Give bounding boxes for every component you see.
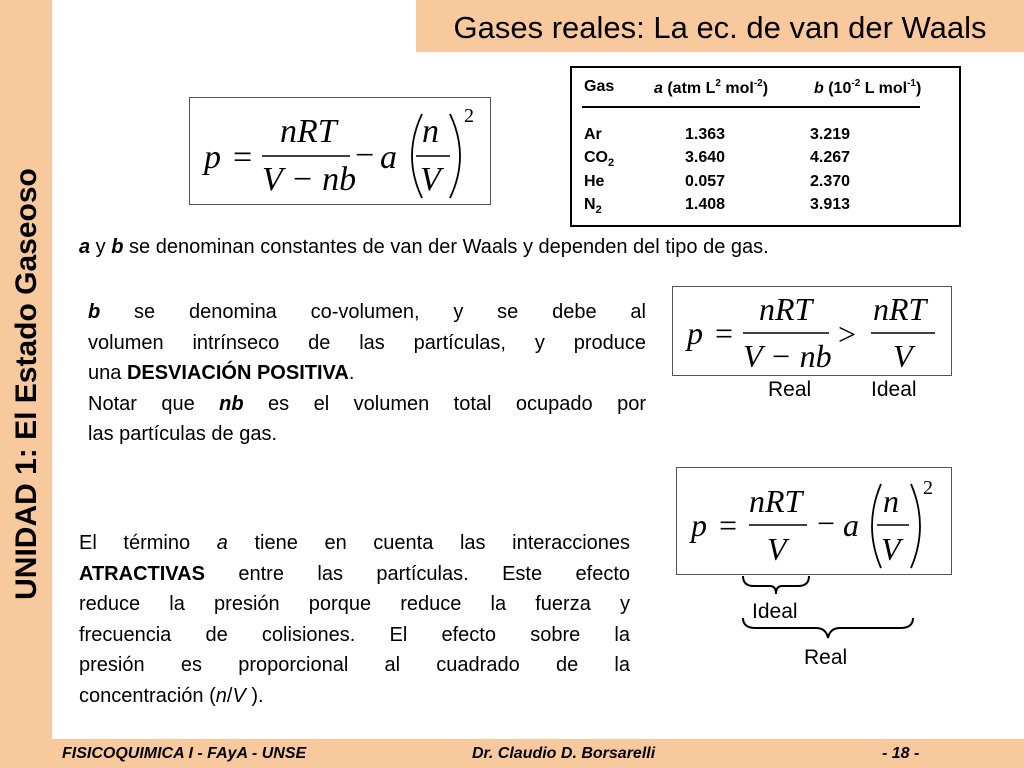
ideal-brace xyxy=(740,574,812,600)
covolume-paragraph xyxy=(88,297,646,450)
footer-author: Dr. Claudio D. Borsarelli xyxy=(472,745,656,762)
vdw-equation-box xyxy=(189,97,491,205)
real-brace xyxy=(740,616,916,642)
row-gas: Ar xyxy=(584,126,602,143)
eq-n: n xyxy=(422,113,439,150)
col-header-a: a (atm $L^2$ mol$^{-2}$) xyxy=(654,78,769,97)
real-vs-ideal-box xyxy=(672,286,952,376)
col-header-b: b ($10^{-2}$ L mol$^{-1}$) xyxy=(814,78,922,97)
vdw-constants-table xyxy=(570,66,961,227)
row-b: 3.913 xyxy=(810,196,851,213)
eq-greater: > xyxy=(838,316,857,352)
row-a: 1.363 xyxy=(685,126,726,143)
paragraph-line: una DESVIACIÓN POSITIVA. xyxy=(88,362,355,384)
eq-p: p xyxy=(687,315,703,351)
footer-page-number: - 18 - xyxy=(882,745,920,762)
eq-equals: = xyxy=(715,315,734,351)
vdw-equation xyxy=(190,98,490,204)
page-title: Gases reales: La ec. de van der Waals xyxy=(416,0,1024,52)
row-b: 2.370 xyxy=(810,173,851,190)
paragraph-line: presión es proporcional al cuadrado de la xyxy=(79,654,630,676)
eq-p: p xyxy=(204,139,221,176)
eq-minus: − xyxy=(817,505,836,541)
eq-equals: = xyxy=(233,139,253,176)
eq-V: V xyxy=(420,161,441,198)
attraction-equation-box xyxy=(676,467,952,575)
row-gas: $CO_2$ xyxy=(584,149,615,169)
ideal-label: Ideal xyxy=(871,378,917,401)
eq-n: n xyxy=(883,483,899,519)
row-b: 3.219 xyxy=(810,126,851,143)
eq-nrt: nRT xyxy=(280,113,337,150)
paragraph-line: Notar que nb es el volumen total ocupado por xyxy=(88,392,647,415)
row-b: 4.267 xyxy=(810,149,851,166)
real-label: Real xyxy=(768,378,812,401)
header-rule xyxy=(582,106,920,108)
row-a: 3.640 xyxy=(685,149,726,166)
unit-title: UNIDAD 1: El Estado Gaseoso xyxy=(10,168,43,600)
paragraph-line: b se denomina co-volumen, y se debe al xyxy=(88,301,646,323)
attraction-paragraph xyxy=(79,528,630,711)
eq-nrt: nRT xyxy=(873,291,927,327)
eq-V: V xyxy=(893,338,913,374)
paragraph-line: frecuencia de colisiones. El efecto sobre la xyxy=(79,623,630,646)
eq-denom: V − nb xyxy=(262,161,357,198)
real-term-label: Real xyxy=(804,646,848,669)
eq-a: a xyxy=(843,507,859,543)
eq-V: V xyxy=(881,531,901,567)
paragraph-line: las partículas de gas. xyxy=(88,423,277,445)
attraction-equation xyxy=(677,468,951,574)
row-a: 1.408 xyxy=(685,196,726,213)
paragraph-line: El término a tiene en cuenta las interacciones xyxy=(79,532,631,554)
sidebar xyxy=(0,0,52,768)
eq-minus: − xyxy=(355,137,375,174)
paragraph-line: reduce la presión porque reduce la fuerza y xyxy=(79,593,630,615)
eq-a: a xyxy=(380,139,397,176)
paragraph-line: ATRACTIVAS entre las partículas. Este efecto xyxy=(79,562,630,585)
eq-p: p xyxy=(691,507,707,543)
row-gas: He xyxy=(584,173,605,190)
constants-description: a y b se denominan constantes de van der Waals y dependen del tipo de gas. xyxy=(79,236,769,258)
col-header-gas: Gas xyxy=(584,78,615,95)
eq-denom: V − nb xyxy=(743,338,832,374)
eq-nrt: nRT xyxy=(749,483,803,519)
eq-exp: 2 xyxy=(923,477,933,499)
paragraph-line: volumen intrínseco de las partículas, y produce xyxy=(88,331,646,354)
eq-equals: = xyxy=(719,507,738,543)
row-a: 0.057 xyxy=(685,173,726,190)
footer-course: FISICOQUIMICA I - FAyA - UNSE xyxy=(62,745,307,762)
footer xyxy=(52,739,1024,768)
row-gas: $N_2$ xyxy=(584,196,602,216)
eq-exp: 2 xyxy=(464,105,474,127)
paragraph-line: concentración (n/V ). xyxy=(79,684,264,707)
ideal-term-label: Ideal xyxy=(752,600,798,623)
eq-nrt: nRT xyxy=(759,291,813,327)
real-vs-ideal-equation xyxy=(673,287,951,375)
eq-V: V xyxy=(767,531,787,567)
